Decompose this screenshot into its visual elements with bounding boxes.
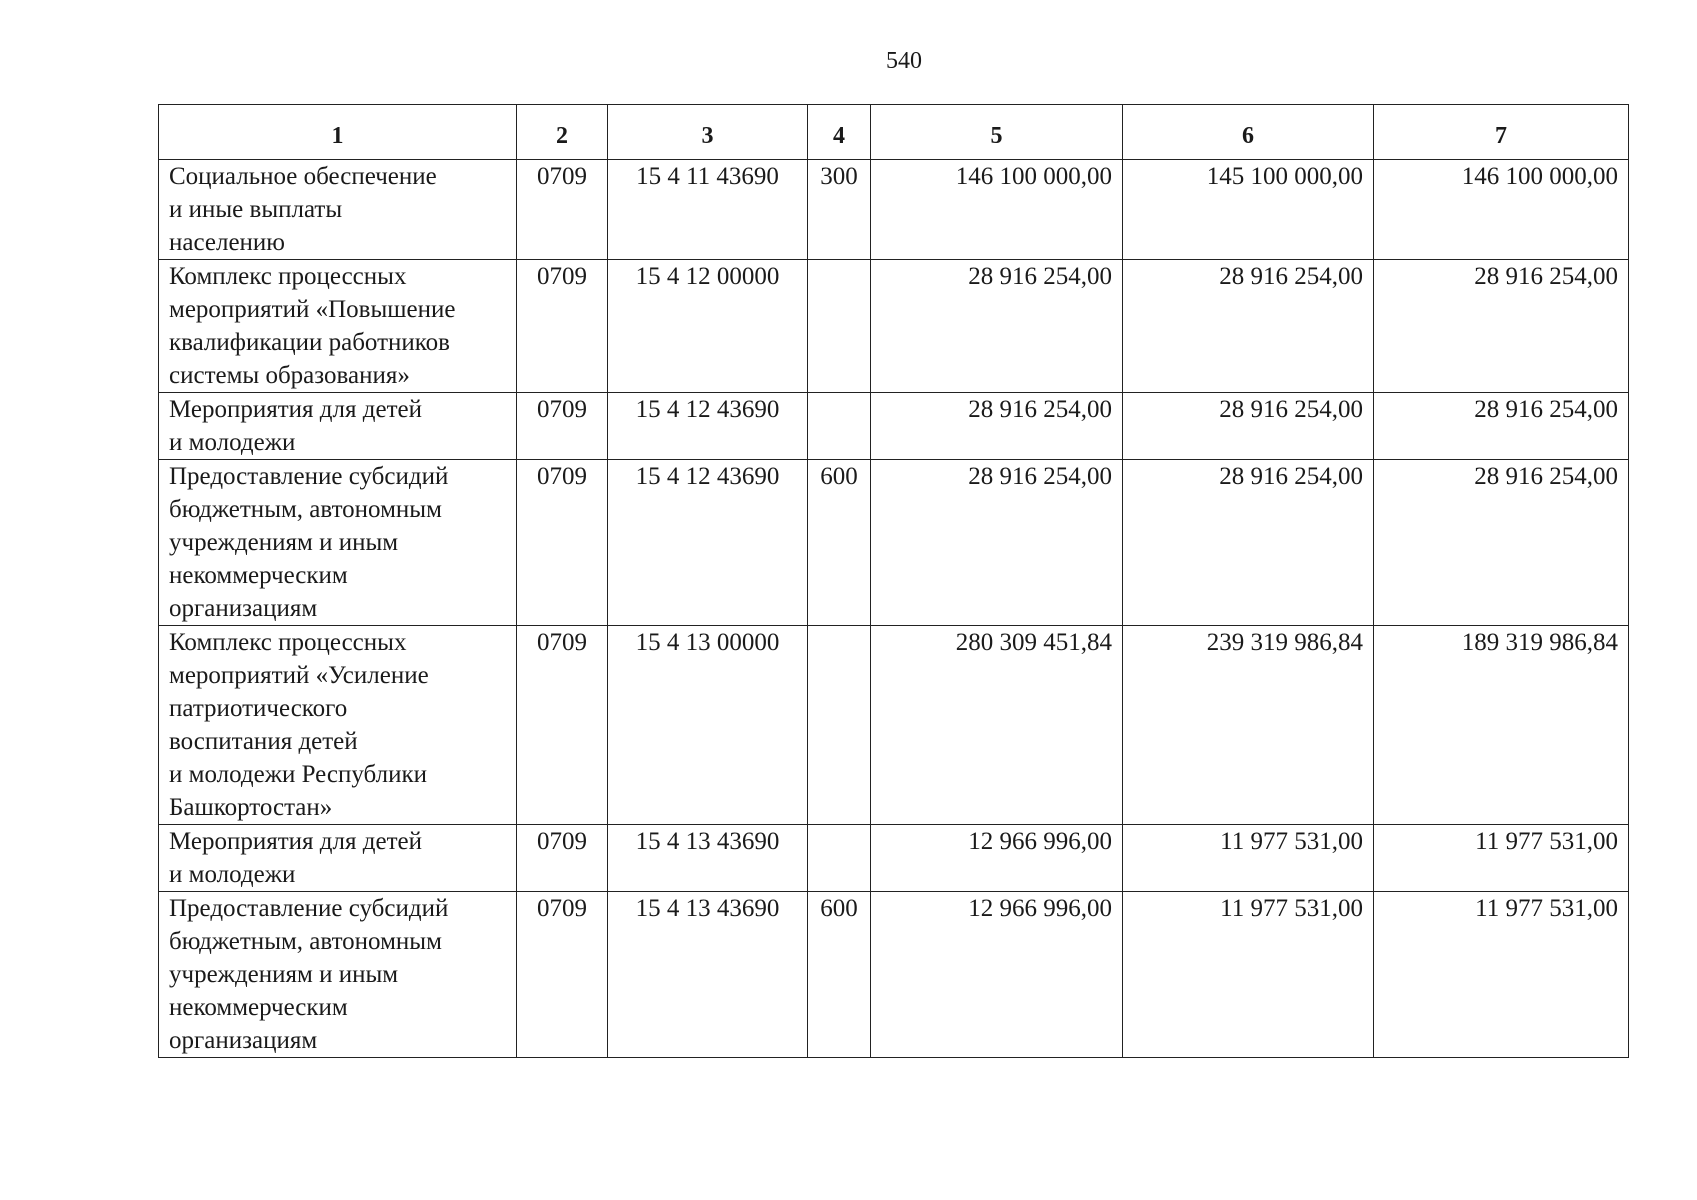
row-name-cell bbox=[159, 892, 517, 1058]
table-body bbox=[159, 160, 1629, 1058]
budget-table bbox=[158, 104, 1629, 1058]
row-name-line: воспитания детей bbox=[169, 728, 358, 755]
row-name-line: бюджетным, автономным bbox=[169, 496, 442, 523]
row-name-line: учреждениям и иным bbox=[169, 961, 399, 988]
target-code-cell: 15 4 12 43690 bbox=[608, 460, 808, 626]
column-header: 4 bbox=[808, 105, 871, 160]
target-code-cell: 15 4 12 00000 bbox=[608, 260, 808, 393]
amount-cell-col7: 28 916 254,00 bbox=[1374, 393, 1629, 460]
amount-cell-col6: 11 977 531,00 bbox=[1123, 825, 1374, 892]
column-header: 5 bbox=[871, 105, 1123, 160]
target-code-cell: 15 4 12 43690 bbox=[608, 393, 808, 460]
column-header: 1 bbox=[159, 105, 517, 160]
expense-type-cell bbox=[808, 626, 871, 825]
row-name-cell bbox=[159, 393, 517, 460]
expense-type-cell: 300 bbox=[808, 160, 871, 260]
amount-cell-col5: 280 309 451,84 bbox=[871, 626, 1123, 825]
amount-cell-col6: 28 916 254,00 bbox=[1123, 460, 1374, 626]
row-name-cell bbox=[159, 825, 517, 892]
row-name-line: организациям bbox=[169, 595, 318, 622]
amount-cell-col5: 146 100 000,00 bbox=[871, 160, 1123, 260]
row-name-line: некоммерческим bbox=[169, 994, 348, 1021]
expense-type-cell: 600 bbox=[808, 892, 871, 1058]
row-name-line: Социальное обеспечение bbox=[169, 163, 437, 190]
header-row bbox=[159, 105, 1629, 160]
amount-cell-col7: 11 977 531,00 bbox=[1374, 825, 1629, 892]
amount-cell-col7: 28 916 254,00 bbox=[1374, 460, 1629, 626]
amount-cell-col7: 28 916 254,00 bbox=[1374, 260, 1629, 393]
row-name-line: Мероприятия для детей bbox=[169, 828, 422, 855]
row-name-line: Комплекс процессных bbox=[169, 263, 407, 290]
column-header: 7 bbox=[1374, 105, 1629, 160]
row-name-line: населению bbox=[169, 229, 285, 256]
amount-cell-col7: 146 100 000,00 bbox=[1374, 160, 1629, 260]
expense-type-cell bbox=[808, 825, 871, 892]
section-code-cell: 0709 bbox=[517, 160, 608, 260]
amount-cell-col6: 145 100 000,00 bbox=[1123, 160, 1374, 260]
column-header: 6 bbox=[1123, 105, 1374, 160]
table-row bbox=[159, 393, 1629, 460]
row-name-cell bbox=[159, 260, 517, 393]
row-name-line: и молодежи Республики bbox=[169, 761, 428, 788]
section-code-cell: 0709 bbox=[517, 260, 608, 393]
amount-cell-col5: 28 916 254,00 bbox=[871, 393, 1123, 460]
row-name-line: квалификации работников bbox=[169, 329, 450, 356]
row-name-cell bbox=[159, 160, 517, 260]
section-code-cell: 0709 bbox=[517, 626, 608, 825]
row-name-cell bbox=[159, 626, 517, 825]
table-row bbox=[159, 825, 1629, 892]
amount-cell-col7: 11 977 531,00 bbox=[1374, 892, 1629, 1058]
row-name-line: Предоставление субсидий bbox=[169, 895, 449, 922]
row-name-line: Мероприятия для детей bbox=[169, 396, 422, 423]
row-name-line: и молодежи bbox=[169, 429, 296, 456]
target-code-cell: 15 4 13 43690 bbox=[608, 825, 808, 892]
amount-cell-col5: 12 966 996,00 bbox=[871, 825, 1123, 892]
row-name-line: патриотического bbox=[169, 695, 348, 722]
expense-type-cell bbox=[808, 393, 871, 460]
row-name-line: учреждениям и иным bbox=[169, 529, 399, 556]
expense-type-cell bbox=[808, 260, 871, 393]
table-row bbox=[159, 160, 1629, 260]
amount-cell-col6: 28 916 254,00 bbox=[1123, 393, 1374, 460]
row-name-line: некоммерческим bbox=[169, 562, 348, 589]
row-name-line: мероприятий «Повышение bbox=[169, 296, 456, 323]
amount-cell-col6: 239 319 986,84 bbox=[1123, 626, 1374, 825]
row-name-line: и молодежи bbox=[169, 861, 296, 888]
row-name-line: Предоставление субсидий bbox=[169, 463, 449, 490]
target-code-cell: 15 4 11 43690 bbox=[608, 160, 808, 260]
column-header: 3 bbox=[608, 105, 808, 160]
row-name-line: и иные выплаты bbox=[169, 196, 343, 223]
row-name-line: системы образования» bbox=[169, 362, 410, 389]
expense-type-cell: 600 bbox=[808, 460, 871, 626]
table-row bbox=[159, 892, 1629, 1058]
page-number: 540 bbox=[886, 48, 922, 74]
amount-cell-col5: 12 966 996,00 bbox=[871, 892, 1123, 1058]
table-row bbox=[159, 626, 1629, 825]
amount-cell-col5: 28 916 254,00 bbox=[871, 260, 1123, 393]
target-code-cell: 15 4 13 43690 bbox=[608, 892, 808, 1058]
section-code-cell: 0709 bbox=[517, 460, 608, 626]
amount-cell-col6: 28 916 254,00 bbox=[1123, 260, 1374, 393]
section-code-cell: 0709 bbox=[517, 825, 608, 892]
row-name-line: мероприятий «Усиление bbox=[169, 662, 429, 689]
row-name-line: организациям bbox=[169, 1027, 318, 1054]
table-row bbox=[159, 260, 1629, 393]
amount-cell-col5: 28 916 254,00 bbox=[871, 460, 1123, 626]
row-name-line: Комплекс процессных bbox=[169, 629, 407, 656]
column-header: 2 bbox=[517, 105, 608, 160]
section-code-cell: 0709 bbox=[517, 892, 608, 1058]
table-row bbox=[159, 460, 1629, 626]
row-name-line: бюджетным, автономным bbox=[169, 928, 442, 955]
target-code-cell: 15 4 13 00000 bbox=[608, 626, 808, 825]
section-code-cell: 0709 bbox=[517, 393, 608, 460]
amount-cell-col7: 189 319 986,84 bbox=[1374, 626, 1629, 825]
amount-cell-col6: 11 977 531,00 bbox=[1123, 892, 1374, 1058]
row-name-cell bbox=[159, 460, 517, 626]
row-name-line: Башкортостан» bbox=[169, 794, 333, 821]
